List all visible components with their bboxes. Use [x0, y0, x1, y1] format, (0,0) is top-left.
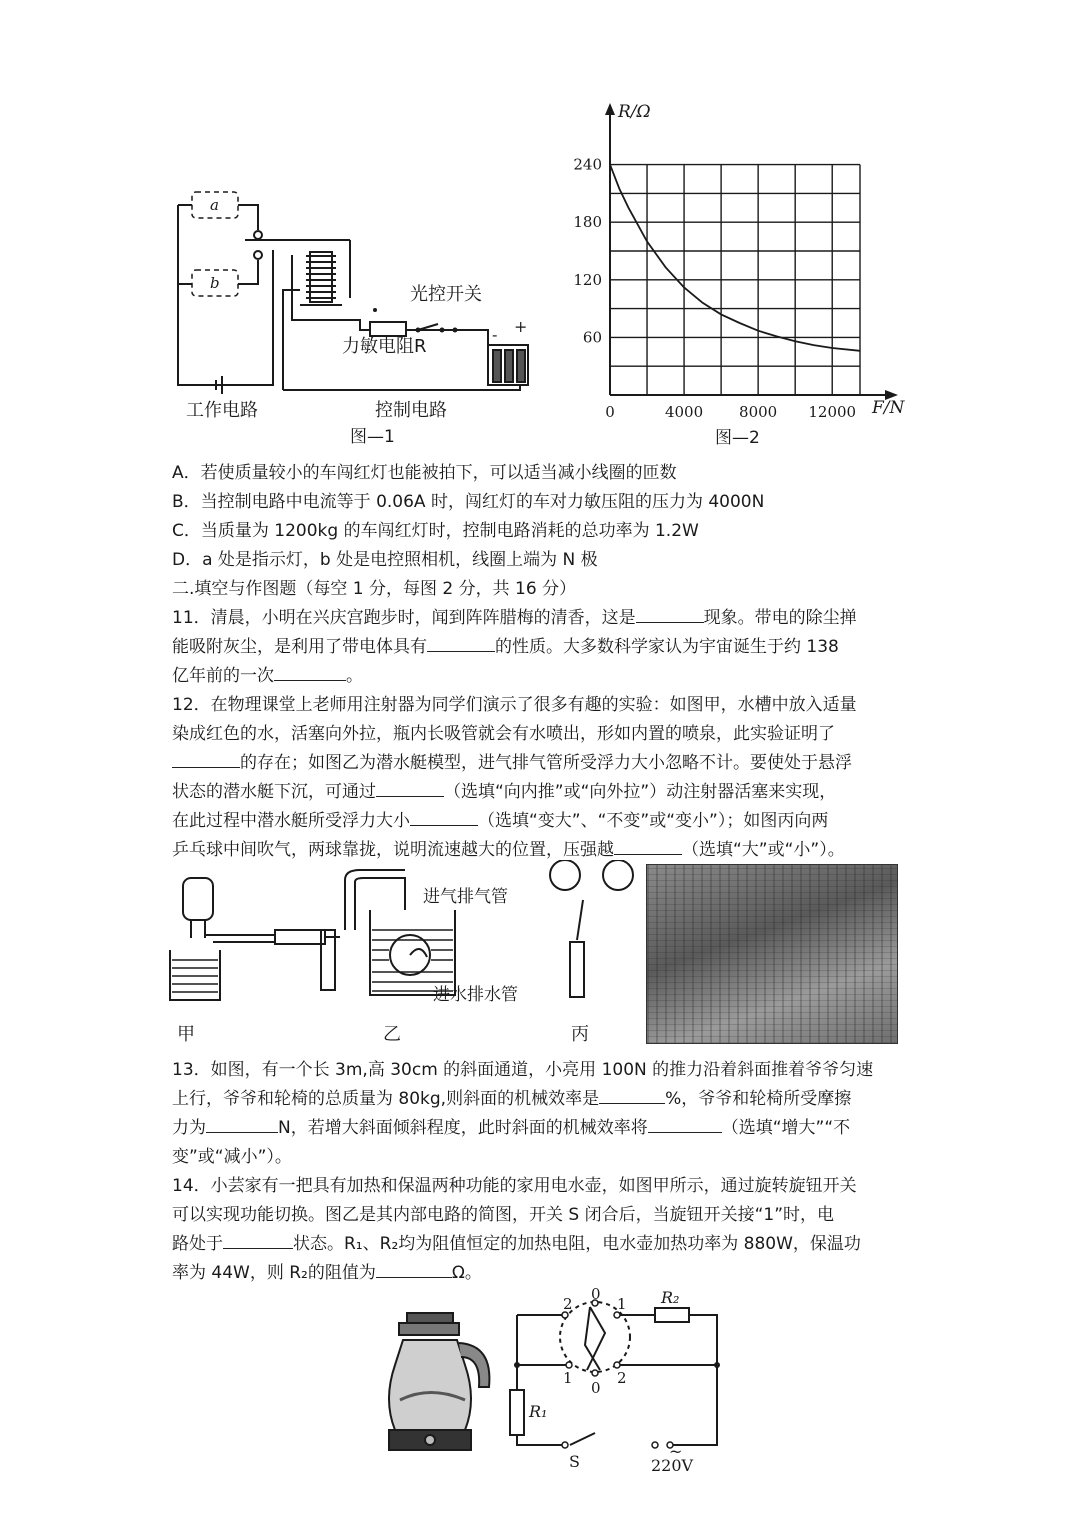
figure-3-experiments	[165, 860, 645, 1050]
figure-4-kettle-circuit	[505, 1285, 730, 1480]
knob-label-0-top: 0	[591, 1285, 601, 1303]
q11-line-2	[172, 632, 912, 657]
q11-blank-1[interactable]	[636, 604, 704, 623]
q12-line-4	[172, 777, 912, 802]
section-2-heading: 二.填空与作图题（每空 1 分，每图 2 分，共 16 分）	[172, 579, 577, 599]
q12-text: （选填“向内推”或“向外拉”）动注射器活塞来实现，	[444, 782, 837, 802]
label-force-resistor: 力敏电阻R	[342, 336, 427, 357]
q12-text: （选填“变大”、“不变”或“变小”）；如图丙向两	[478, 811, 829, 831]
q14-text: 路处于	[172, 1234, 223, 1254]
chart-ylabel: R/Ω	[618, 102, 651, 122]
x-tick-label: 4000	[664, 403, 704, 421]
q14-text: 率为 44W，则 R₂的阻值为	[172, 1263, 376, 1283]
q11-line-3	[172, 661, 912, 686]
q11-text: 现象。带电的除尘掸	[703, 608, 857, 628]
q13-line-2	[172, 1084, 912, 1109]
option-c: C．当质量为 1200kg 的车闯红灯时，控制电路消耗的总功率为 1.2W	[172, 521, 699, 541]
label-tilde: ~	[669, 1442, 683, 1461]
label-r2: R₂	[661, 1288, 680, 1307]
label-water-pipe: 进水排水管	[433, 985, 518, 1005]
option-d: D．a 处是指示灯，b 处是电控照相机，线圈上端为 N 极	[172, 550, 598, 570]
q14-line-1: 14．小芸家有一把具有加热和保温两种功能的家用电水壶，如图甲所示，通过旋转旋钮开关	[172, 1176, 857, 1196]
q11-text: 亿年前的一次	[172, 666, 274, 686]
y-tick-label: 60	[582, 328, 602, 347]
knob-label-2-top: 2	[563, 1295, 573, 1313]
figure-1-circuit	[170, 180, 550, 450]
q11-text: 能吸附灰尘，是利用了带电体具有	[172, 637, 427, 657]
chart-xlabel: F/N	[872, 398, 905, 418]
q12-line-3	[172, 748, 912, 773]
q12-text: 在此过程中潜水艇所受浮力大小	[172, 811, 410, 831]
q14-line-2: 可以实现功能切换。图乙是其内部电路的简图，开关 S 闭合后，当旋钮开关接“1”时，电	[172, 1205, 835, 1225]
y-axis-arrow	[605, 103, 615, 115]
q11-blank-3[interactable]	[274, 662, 346, 681]
y-tick-label: 180	[573, 213, 602, 232]
label-control-circuit: 控制电路	[375, 400, 447, 421]
q11-text: 11．清晨，小明在兴庆宫跑步时，闻到阵阵腊梅的清香，这是	[172, 608, 636, 628]
q12-line-2: 染成红色的水，活塞向外拉，瓶内长吸管就会有水喷出，形如内置的喷泉，此实验证明了	[172, 724, 835, 744]
battery-plus: +	[514, 317, 528, 336]
q14-line-3	[172, 1229, 912, 1254]
resistor-r2	[655, 1308, 689, 1322]
label-bing: 丙	[571, 1024, 589, 1045]
q12-text: 乒乓球中间吹气，两球靠拢，说明流速越大的位置，压强越	[172, 840, 614, 860]
q14-line-4	[172, 1258, 912, 1283]
force-sensitive-resistor	[370, 322, 406, 336]
q13-blank-1[interactable]	[599, 1085, 665, 1104]
q13-text: N，若增大斜面倾斜程度，此时斜面的机械效率将	[278, 1118, 648, 1138]
q13-line-4: 变”或“减小”）。	[172, 1147, 292, 1167]
q14-text: 状态。R₁、R₂均为阻值恒定的加热电阻，电水壶加热功率为 880W，保温功	[293, 1234, 861, 1254]
q12-line-5	[172, 806, 912, 831]
knob-label-0-bottom: 0	[591, 1379, 601, 1397]
q13-text: （选填“增大”“不	[721, 1118, 851, 1138]
q13-text: 力为	[172, 1118, 206, 1138]
q11-text: 的性质。大多数科学家认为宇宙诞生于约 138	[495, 637, 839, 657]
x-tick-label: 8000	[739, 403, 778, 421]
q13-text: 上行，爷爷和轮椅的总质量为 80kg,则斜面的机械效率是	[172, 1089, 600, 1109]
label-yi: 乙	[383, 1024, 401, 1045]
label-switch-s: S	[569, 1452, 580, 1471]
knob-label-1-top: 1	[617, 1295, 627, 1313]
y-tick-label: 120	[573, 270, 602, 289]
q13-line-3	[172, 1113, 912, 1138]
figure-2-chart	[560, 95, 920, 455]
q14-text: Ω。	[451, 1263, 482, 1283]
resistor-r1	[510, 1390, 524, 1435]
q12-line-6	[172, 835, 912, 860]
q13-blank-3[interactable]	[648, 1114, 722, 1133]
label-jia: 甲	[177, 1024, 195, 1045]
label-working-circuit: 工作电路	[186, 400, 258, 421]
q12-text: （选填“大”或“小”）。	[682, 840, 845, 860]
q13-text: %，爷爷和轮椅所受摩擦	[665, 1089, 852, 1109]
figure-1-caption: 图—1	[350, 427, 395, 447]
q13-blank-2[interactable]	[206, 1114, 278, 1133]
battery-minus: -	[492, 325, 498, 344]
label-r1: R₁	[529, 1402, 548, 1421]
kettle-image	[385, 1305, 500, 1455]
label-b: b	[210, 274, 220, 292]
q12-blank-2[interactable]	[376, 778, 444, 797]
q12-text: 的存在；如图乙为潜水艇模型，进气排气管所受浮力大小忽略不计。要使处于悬浮	[240, 753, 852, 773]
q14-blank-2[interactable]	[376, 1259, 452, 1278]
q12-blank-1[interactable]	[172, 749, 240, 768]
label-intake-exhaust-pipe: 进气排气管	[423, 887, 508, 907]
label-a: a	[210, 196, 219, 214]
q13-line-1: 13．如图，有一个长 3m,高 30cm 的斜面通道，小亮用 100N 的推力沿着斜面推着爷爷匀速	[172, 1060, 874, 1080]
option-a: A．若使质量较小的车闯红灯也能被拍下，可以适当减小线圈的匝数	[172, 463, 677, 483]
label-220v: 220V	[651, 1456, 694, 1475]
y-tick-label: 240	[573, 155, 602, 174]
q11-line-1	[172, 603, 912, 628]
q11-blank-2[interactable]	[427, 633, 495, 652]
label-light-switch: 光控开关	[410, 284, 482, 305]
chart-grid	[610, 165, 860, 395]
wheelchair-ramp-photo	[646, 864, 898, 1044]
x-tick-label: 0	[605, 403, 615, 421]
q14-blank-1[interactable]	[223, 1230, 293, 1249]
knob-label-1-bottom: 1	[563, 1369, 573, 1387]
q11-text: 。	[346, 666, 363, 686]
q12-line-1: 12．在物理课堂上老师用注射器为同学们演示了很多有趣的实验：如图甲，水槽中放入适量	[172, 695, 857, 715]
option-b: B．当控制电路中电流等于 0.06A 时，闯红灯的车对力敏压阻的压力为 4000N	[172, 492, 765, 512]
q12-text: 状态的潜水艇下沉，可通过	[172, 782, 376, 802]
q12-blank-4[interactable]	[614, 836, 682, 855]
x-tick-label: 12000	[808, 403, 857, 421]
battery-icon	[488, 345, 528, 385]
knob-label-2-bottom: 2	[617, 1369, 627, 1387]
figure-2-caption: 图—2	[715, 428, 760, 448]
q12-blank-3[interactable]	[410, 807, 478, 826]
